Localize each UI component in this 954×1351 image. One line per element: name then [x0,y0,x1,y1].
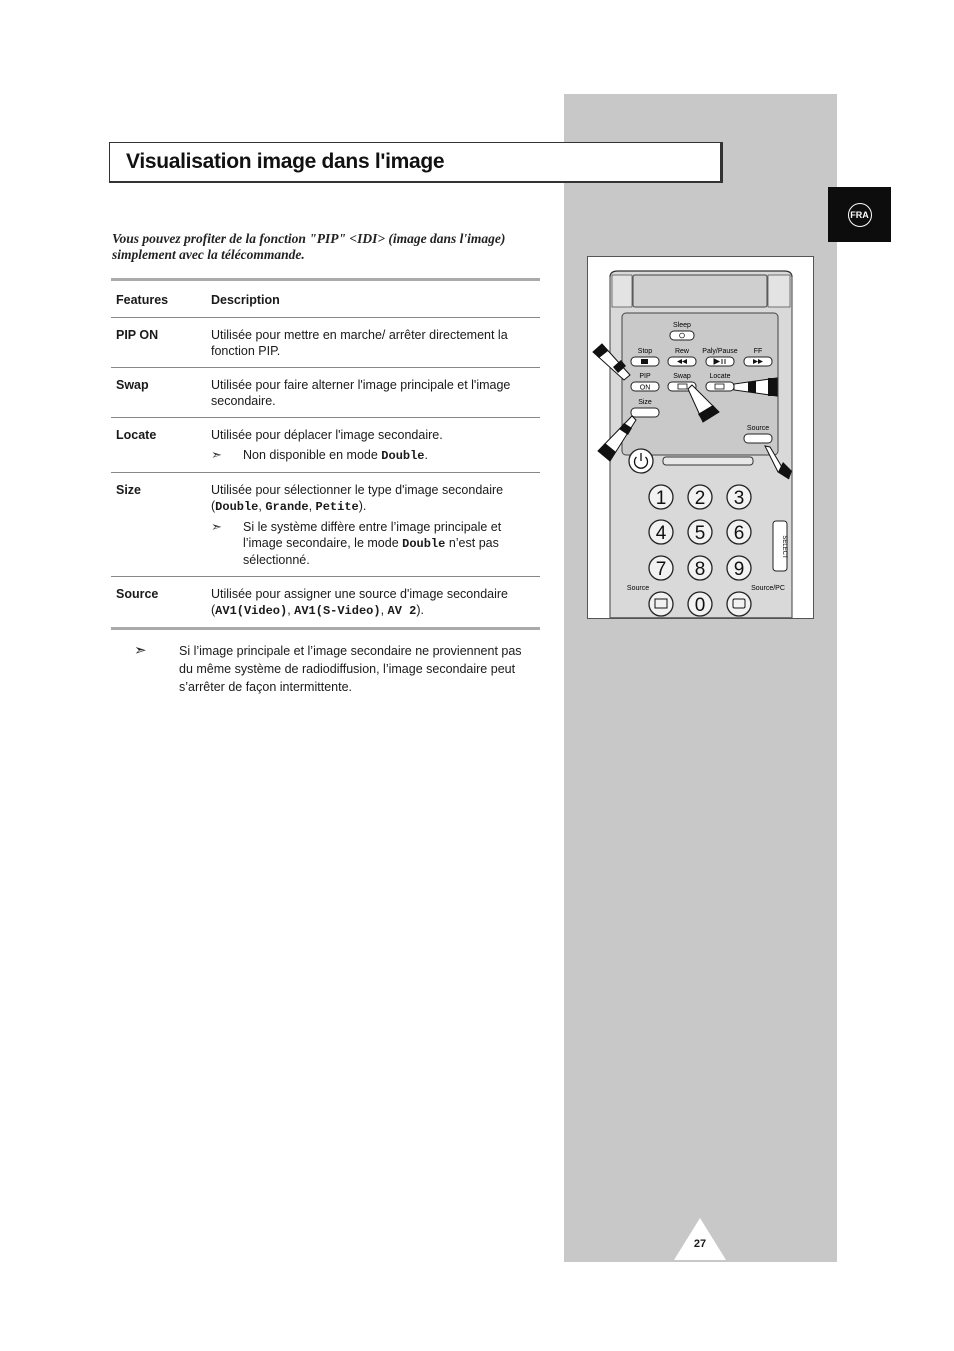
option-name: Grande [265,500,309,514]
source-pc-button[interactable] [727,592,751,616]
feature-name: Size [116,483,142,497]
feature-name: PIP ON [116,328,159,342]
rew-label: Rew [674,348,690,355]
title-box [109,142,723,183]
option-name: AV1(Video) [215,604,288,618]
select-label: SELECT [781,535,787,559]
remote-illustration [587,256,814,619]
separator: , [308,499,316,513]
feature-name: Source [116,587,159,601]
remote-control-drawing [588,257,813,618]
source-top-label: Source [746,425,770,432]
digit-3-label: 3 [733,488,745,509]
digit-5-label: 5 [694,523,706,544]
separator: , [287,603,295,617]
feature-name: Swap [116,378,149,392]
table-row [111,473,540,577]
mode-name: Double [402,537,446,551]
note-text-part: Non disponible en mode [243,448,382,462]
digit-0-label: 0 [694,595,706,616]
note-text [243,519,532,568]
option-name: Petite [315,500,359,514]
source-label: Source [626,585,650,592]
digit-2-label: 2 [694,488,706,509]
footer-note [134,642,534,696]
footer-note-text: Si l’image principale et l’image secondaire ne proviennent pas du même système de radiodiffusion, l’image secondaire peut s’arrêter de façon intermittente. [179,644,522,694]
feature-note [211,447,532,464]
pip-on-label: ON [639,384,651,392]
header-description: Description [211,293,280,307]
option-name: AV1(S-Video) [294,604,381,618]
feature-description: Utilisée pour mettre en marche/ arrêter directement la fonction PIP. [211,328,508,358]
features-table [111,278,540,630]
ff-label: FF [753,348,763,355]
play-pause-label: Paly/Pause [702,348,738,355]
sleep-label: Sleep [673,322,691,329]
feature-description: Utilisée pour faire alterner l'image principale et l'image secondaire. [211,378,511,408]
locate-label: Locate [709,373,731,380]
table-row [111,577,540,629]
note-text-part: n’est pas sélectionné. [243,536,499,567]
feature-description [211,482,532,515]
intro-text: Vous pouvez profiter de la fonction "PIP" <IDI> (image dans l'image) simplement avec la télécommande. [112,231,506,262]
description-text-part: ). [358,499,367,513]
note-text-part: . [424,448,428,462]
feature-description-cell [211,473,540,577]
description-text-part: ). [416,603,424,617]
page-number-marker [674,1218,726,1260]
option-name: AV 2 [387,604,417,618]
feature-description-cell [211,418,540,473]
digit-1-label: 1 [655,488,667,509]
feature-note [211,519,532,568]
mode-name: Double [381,449,425,463]
size-button[interactable] [631,408,659,417]
digit-8-label: 8 [694,559,706,580]
table-row [111,368,540,418]
language-badge: FRA [848,203,872,227]
table-row [111,418,540,473]
option-name: Double [215,500,259,514]
digit-6-label: 6 [733,523,745,544]
language-tab [828,187,891,242]
digit-9-label: 9 [733,559,745,580]
page-title: Visualisation image dans l'image [126,150,445,173]
pip-label: PIP [639,373,651,380]
size-label: Size [638,399,652,406]
header-features: Features [116,293,169,307]
separator: , [380,603,388,617]
stop-label: Stop [637,348,653,355]
source-button[interactable] [649,592,673,616]
note-arrow-icon: ➣ [211,447,222,462]
feature-description: Utilisée pour déplacer l'image secondaire. [211,428,443,442]
source-pc-label: Source/PC [751,585,785,592]
note-arrow-icon: ➣ [134,642,147,659]
note-arrow-icon: ➣ [211,519,222,534]
table-header-row [111,280,540,318]
digit-7-label: 7 [655,559,667,580]
separator: , [258,499,266,513]
table-row [111,318,540,368]
description-text-part: Utilisée pour assigner une source d'image secondaire ( [211,587,508,617]
source-top-button[interactable] [744,434,772,443]
feature-name: Locate [116,428,157,442]
description-text-part: Utilisée pour sélectionner le type d'image secondaire ( [211,483,504,513]
page-number: 27 [693,1238,707,1250]
stop-icon [641,359,648,364]
digit-4-label: 4 [655,523,667,544]
feature-description [211,577,540,629]
note-text [243,447,428,464]
note-text-part: Si le système diffère entre l’image principale et l’image secondaire, le mode [243,520,502,550]
locate-button[interactable] [706,382,734,391]
swap-label: Swap [673,373,691,380]
sleep-button[interactable] [670,331,694,340]
